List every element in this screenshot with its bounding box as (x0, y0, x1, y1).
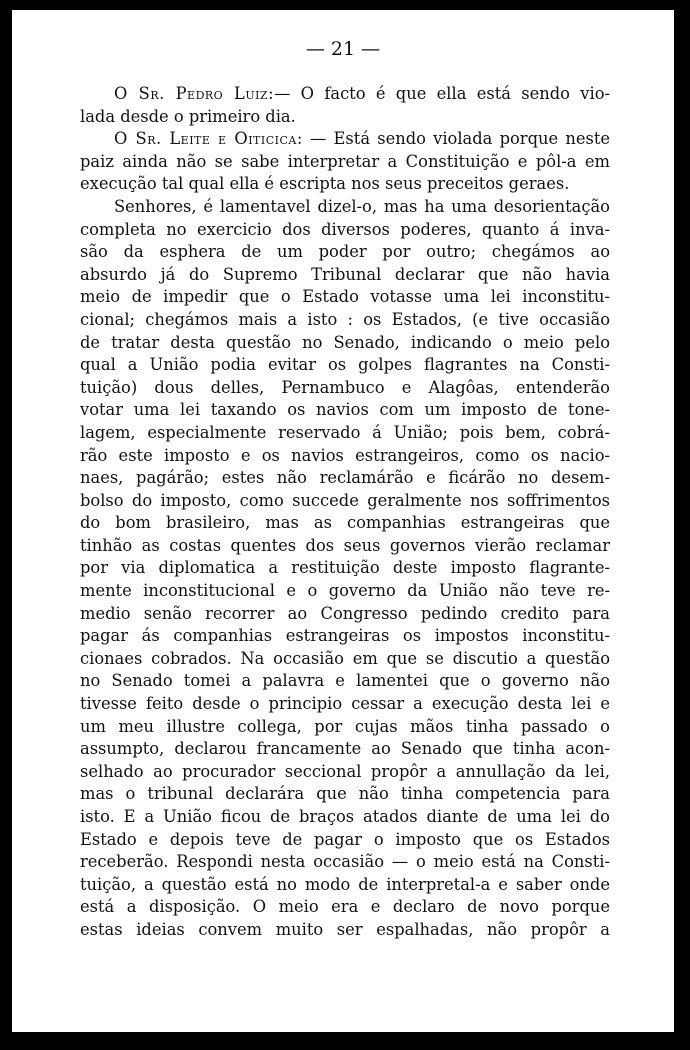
text-line-content: — O facto é que ella está sendo vio- (274, 84, 610, 103)
text-line: são da esphera de um poder por outro; chegámos ao (80, 242, 610, 262)
text-line: meio de impedir que o Estado votasse uma lei inconstitu- (80, 287, 610, 307)
text-line: tivesse feito desde o principio cessar a execução desta lei e (80, 694, 610, 714)
text-line (80, 128, 610, 151)
text-line: está a disposição. O meio era e declaro de novo porque (80, 897, 610, 917)
text-line: tuição, a questão está no modo de interpretal-a e saber onde (80, 874, 610, 894)
text-line: cionaes cobrados. Na occasião em que se discutio a questão (80, 648, 610, 668)
text-line: tinhão as costas quentes dos seus governos vierão reclamar (80, 535, 610, 555)
text-line: Senhores, é lamentavel dizel-o, mas ha uma desorientação (114, 196, 610, 216)
text-line: bolso do imposto, como succede geralmente nos soffrimentos (80, 490, 610, 510)
text-line-content: — Está sendo violada porque neste (302, 129, 610, 149)
text-line: rão este imposto e os navios estrangeiros, como os nacio- (80, 445, 610, 465)
document-page (12, 10, 674, 1032)
text-line: um meu illustre collega, por cujas mãos tinha passado o (80, 716, 610, 736)
text-line: paiz ainda não se sabe interpretar a Constituição e pôl-a em (80, 151, 610, 171)
text-line: lagem, especialmente reservado á União; pois bem, cobrá- (80, 422, 610, 442)
text-line: de tratar desta questão no Senado, indicando o meio pelo (80, 332, 610, 352)
text-line: absurdo já do Supremo Tribunal declarar que não havia (80, 264, 610, 284)
text-line: por via diplomatica a restituição deste imposto flagrante- (80, 558, 610, 578)
text-line: selhado ao procurador seccional propôr a annullação da lei, (80, 761, 610, 781)
speaker-name: O Sr. Leite e Oiticica: (114, 129, 303, 149)
text-line: votar uma lei taxando os navios com um imposto de tone- (80, 400, 610, 420)
text-line: lada desde o primeiro dia. (80, 106, 296, 126)
text-line: assumpto, declarou francamente ao Senado que tinha acon- (80, 739, 610, 759)
text-line: estas ideias convem muito ser espalhadas, não propôr a (80, 919, 610, 939)
page-number: — 21 — (305, 38, 381, 60)
text-line: do bom brasileiro, mas as companhias estrangeiras que (80, 513, 610, 533)
text-line: execução tal qual ella é escripta nos seus preceitos geraes. (80, 174, 570, 194)
text-line: tuição) dous delles, Pernambuco e Alagôas, entenderão (80, 377, 610, 397)
text-line: no Senado tomei a palavra e lamentei que o governo não (80, 671, 610, 691)
text-line: isto. E a União ficou de braços atados diante de uma lei do (80, 807, 610, 826)
text-line: cional; chegámos mais a isto : os Estados, (e tive occasião (80, 309, 610, 329)
text-line: completa no exercicio dos diversos poderes, quanto á inva- (80, 219, 610, 239)
text-line: naes, pagárão; estes não reclamárão e ficárão no desem- (80, 468, 610, 488)
text-line: pagar ás companhias estrangeiras os impostos inconstitu- (80, 626, 610, 646)
text-line: mas o tribunal declarára que não tinha competencia para (80, 784, 610, 804)
text-line: medio senão recorrer ao Congresso pedindo credito para (80, 603, 610, 623)
text-line: receberão. Respondi nesta occasião — o meio está na Consti- (80, 852, 610, 872)
text-line (80, 83, 610, 106)
text-line: qual a União podia evitar os golpes flagrantes na Consti- (80, 355, 610, 375)
speaker-name: O Sr. Pedro Luiz: (114, 84, 275, 103)
body-text (80, 83, 610, 942)
text-line: mente inconstitucional e o governo da União não teve re- (80, 581, 610, 601)
text-line: Estado e depois teve de pagar o imposto que os Estados (80, 829, 610, 849)
